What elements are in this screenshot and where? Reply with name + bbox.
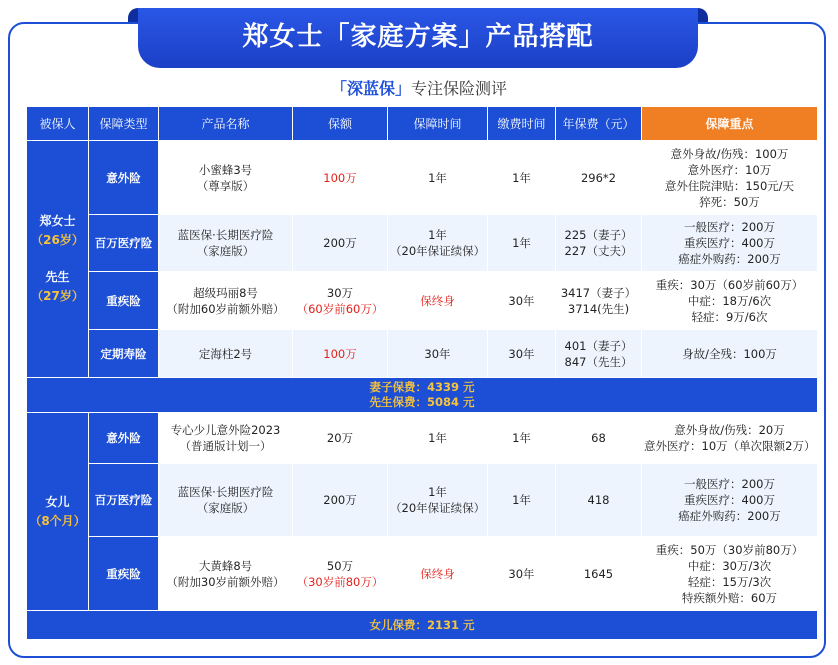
coverage-amount: 100万	[293, 141, 388, 215]
insured-couple	[27, 141, 89, 378]
payment-term: 30年	[488, 330, 556, 378]
coverage-amount: 200万	[293, 464, 388, 537]
product-name: 超级玛丽8号 （附加60岁前额外赔）	[159, 272, 293, 330]
annual-premium: 225（妻子） 227（丈夫）	[556, 215, 642, 272]
product-name: 蓝医保·长期医疗险 （家庭版）	[159, 215, 293, 272]
coverage-focus: 一般医疗：200万 重疾医疗：400万 癌症外购药：200万	[642, 215, 818, 272]
coverage-focus: 重疾：30万（60岁前60万） 中症：18万/6次 轻症：9万/6次	[642, 272, 818, 330]
coverage-amount: 100万	[293, 330, 388, 378]
table-row	[27, 330, 818, 378]
payment-term: 1年	[488, 141, 556, 215]
col-header-insured: 被保人	[27, 107, 89, 141]
coverage-type: 意外险	[89, 141, 159, 215]
coverage-type: 意外险	[89, 413, 159, 464]
coverage-term: 1年	[388, 141, 488, 215]
table-row	[27, 215, 818, 272]
col-header-premium: 年保费（元）	[556, 107, 642, 141]
coverage-focus: 意外身故/伤残：20万 意外医疗：10万（单次限额2万）	[642, 413, 818, 464]
insured-daughter	[27, 413, 89, 611]
coverage-type: 定期寿险	[89, 330, 159, 378]
product-name: 定海柱2号	[159, 330, 293, 378]
table-row	[27, 413, 818, 464]
insured-name: 先生	[45, 270, 70, 284]
annual-premium: 401（妻子） 847（先生）	[556, 330, 642, 378]
coverage-term: 1年	[388, 413, 488, 464]
insured-age: （26岁）	[31, 233, 84, 247]
table-row	[27, 141, 818, 215]
product-name: 小蜜蜂3号 （尊享版）	[159, 141, 293, 215]
annual-premium: 296*2	[556, 141, 642, 215]
insured-name: 女儿	[45, 494, 70, 509]
summary-row	[27, 378, 818, 413]
table-row	[27, 464, 818, 537]
coverage-focus: 身故/全残：100万	[642, 330, 818, 378]
coverage-type: 百万医疗险	[89, 215, 159, 272]
payment-term: 30年	[488, 537, 556, 611]
product-name: 专心少儿意外险2023 （普通版计划一）	[159, 413, 293, 464]
insured-age: （27岁）	[31, 289, 84, 303]
coverage-amount: 20万	[293, 413, 388, 464]
subtitle	[0, 76, 838, 99]
plan-table	[26, 106, 818, 640]
coverage-focus: 意外身故/伤残：100万 意外医疗：10万 意外住院津贴：150元/天 猝死：50万	[642, 141, 818, 215]
annual-premium: 418	[556, 464, 642, 537]
table-header-row	[27, 107, 818, 141]
premium-summary: 妻子保费：4339 元 先生保费：5084 元	[27, 378, 818, 413]
insured-age: （8个月）	[29, 513, 86, 528]
coverage-focus: 一般医疗：200万 重疾医疗：400万 癌症外购药：200万	[642, 464, 818, 537]
annual-premium: 68	[556, 413, 642, 464]
coverage-amount: 200万	[293, 215, 388, 272]
payment-term: 1年	[488, 413, 556, 464]
page-title: 郑女士「家庭方案」产品搭配	[138, 8, 698, 68]
product-name: 蓝医保·长期医疗险 （家庭版）	[159, 464, 293, 537]
col-header-pay: 缴费时间	[488, 107, 556, 141]
payment-term: 1年	[488, 215, 556, 272]
table-row	[27, 537, 818, 611]
coverage-term: 30年	[388, 330, 488, 378]
coverage-amount: 50万 （30岁前80万）	[293, 537, 388, 611]
coverage-term: 保终身	[388, 537, 488, 611]
payment-term: 1年	[488, 464, 556, 537]
annual-premium: 1645	[556, 537, 642, 611]
brand-name: 「深蓝保」	[330, 79, 411, 98]
coverage-amount: 30万 （60岁前60万）	[293, 272, 388, 330]
product-name: 大黄蜂8号 （附加30岁前额外赔）	[159, 537, 293, 611]
annual-premium: 3417（妻子） 3714(先生)	[556, 272, 642, 330]
payment-term: 30年	[488, 272, 556, 330]
summary-row	[27, 611, 818, 640]
col-header-amount: 保额	[293, 107, 388, 141]
coverage-type: 百万医疗险	[89, 464, 159, 537]
coverage-term: 1年 （20年保证续保）	[388, 464, 488, 537]
coverage-type: 重疾险	[89, 272, 159, 330]
coverage-type: 重疾险	[89, 537, 159, 611]
col-header-term: 保障时间	[388, 107, 488, 141]
coverage-focus: 重疾：50万（30岁前80万） 中症：30万/3次 轻症：15万/3次 特疾额外赔：60万	[642, 537, 818, 611]
table-row	[27, 272, 818, 330]
col-header-type: 保障类型	[89, 107, 159, 141]
insured-name: 郑女士	[39, 214, 76, 228]
subtitle-text: 专注保险测评	[411, 79, 508, 98]
coverage-term: 保终身	[388, 272, 488, 330]
col-header-product: 产品名称	[159, 107, 293, 141]
coverage-term: 1年 （20年保证续保）	[388, 215, 488, 272]
premium-summary: 女儿保费：2131 元	[27, 611, 818, 640]
col-header-focus: 保障重点	[642, 107, 818, 141]
